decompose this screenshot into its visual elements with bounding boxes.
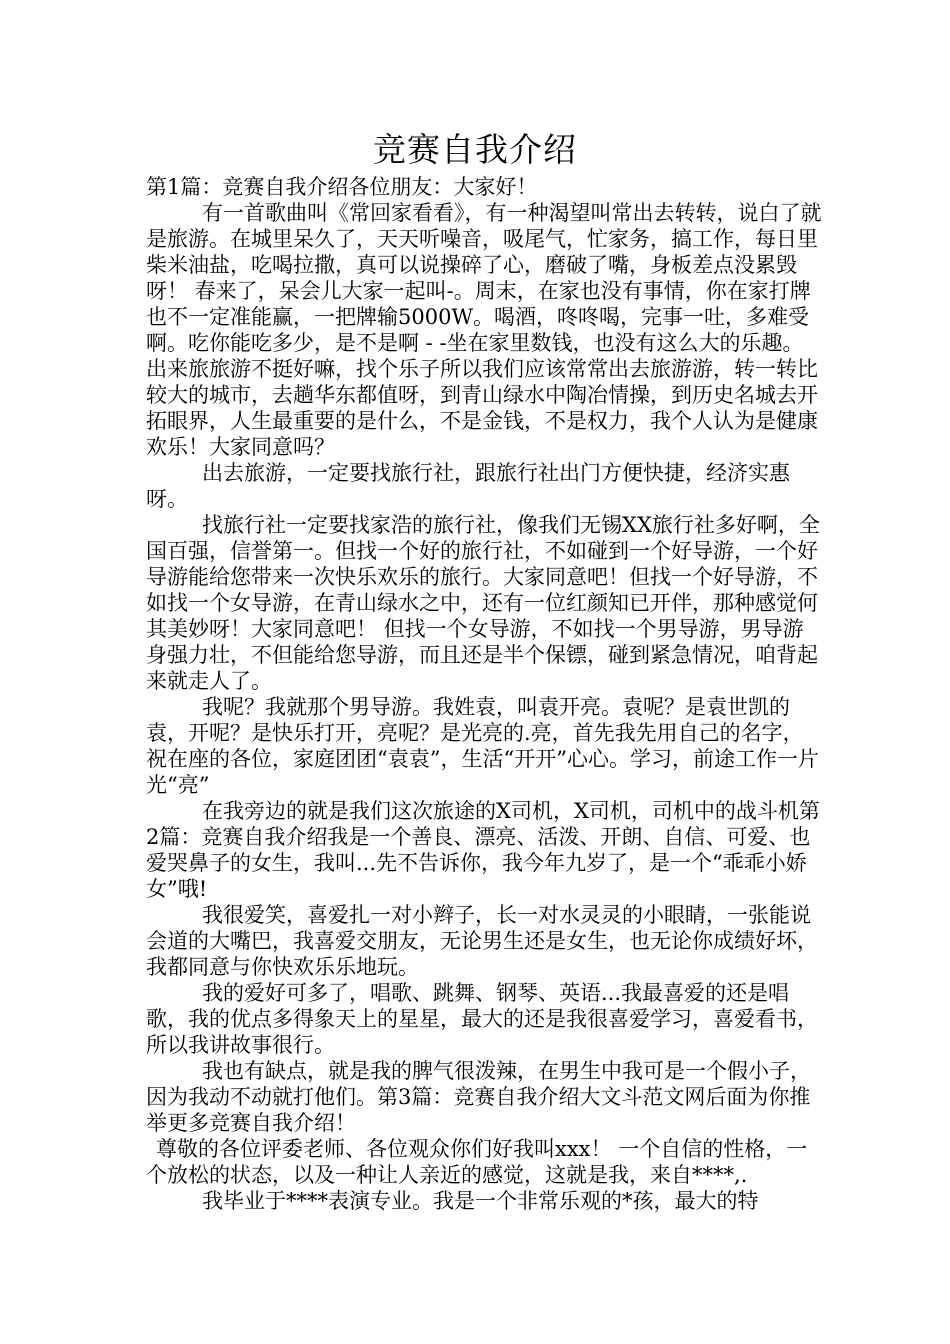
paragraph-1: 第1篇：竞赛自我介绍各位朋友：大家好！ bbox=[146, 175, 538, 199]
paragraph-7: 我很爱笑，喜爱扎一对小辫子，长一对水灵灵的小眼睛，一张能说会道的大嘴巴，我喜爱交朋友，无论男生还是女生，也无论你成绩好坏，我都同意与你快欢乐乐地玩。 bbox=[146, 903, 818, 979]
paragraph-3: 出去旅游，一定要找旅行社，跟旅行社出门方便快捷，经济实惠呀。 bbox=[146, 461, 790, 511]
paragraph-10: 尊敬的各位评委老师、各位观众你们好我叫xxx！ 一个自信的性格，一个放松的状态，以及一种让人亲近的感觉，这就是我，来自****,. bbox=[146, 1137, 808, 1187]
paragraph-2: 有一首歌曲叫《常回家看看》，有一种渴望叫常出去转转，说白了就是旅游。在城里呆久了，天天听噪音，吸尾气，忙家务，搞工作，每日里柴米油盐，吃喝拉撒，真可以说操碎了心，磨破了嘴，身板差点没累毁呀！ 春来了，呆会儿大家一起叫-。周末，在家也没有事情，你在家打牌也不一定准能赢，一把牌输5000W。喝酒，咚咚喝，完事一吐，多难受啊。吃你能吃多少，是不是啊 - -坐在家里数钱，也没有这么大的乐趣。出来旅旅游不挺好嘛，找个乐子所以我们应该常常出去旅游游，转一转比较大的城市，去趟华东都值呀，到青山绿水中陶冶情操，到历史名城去开拓眼界，人生最重要的是什么，不是金钱，不是权力，我个人认为是健康欢乐！大家同意吗？ bbox=[146, 201, 822, 459]
document-body bbox=[146, 174, 822, 1214]
paragraph-6: 在我旁边的就是我们这次旅途的X司机，X司机，司机中的战斗机第2篇：竞赛自我介绍我是一个善良、漂亮、活泼、开朗、自信、可爱、也爱哭鼻子的女生，我叫...先不告诉你，我今年九岁了，是一个“乖乖小娇女”哦! bbox=[146, 799, 820, 901]
paragraph-8: 我的爱好可多了，唱歌、跳舞、钢琴、英语...我最喜爱的还是唱歌，我的优点多得象天上的星星，最大的还是我很喜爱学习，喜爱看书，所以我讲故事很行。 bbox=[146, 981, 818, 1057]
paragraph-4: 找旅行社一定要找家浩的旅行社，像我们无锡XX旅行社多好啊，全国百强，信誉第一。但找一个好的旅行社，不如碰到一个好导游，一个好导游能给您带来一次快乐欢乐的旅行。大家同意吧！但找一个好导游，不如找一个女导游，在青山绿水之中，还有一位红颜知已开伴，那种感觉何其美妙呀！大家同意吧！ 但找一个女导游，不如找一个男导游，男导游身强力壮，不但能给您导游，而且还是半个保镖，碰到紧急情况，咱背起来就走人了。 bbox=[146, 513, 820, 693]
paragraph-5: 我呢？我就那个男导游。我姓袁，叫袁开亮。袁呢？是袁世凯的袁，开呢？是快乐打开，亮呢？是光亮的.亮，首先我先用自己的名字，祝在座的各位，家庭团团“袁袁”，生活“开开”心心。学习，前途工作一片光“亮” bbox=[146, 695, 819, 797]
paragraph-11: 我毕业于****表演专业。我是一个非常乐观的*孩，最大的特 bbox=[202, 1189, 759, 1213]
document-title: 竞赛自我介绍 bbox=[373, 130, 577, 169]
paragraph-9: 我也有缺点，就是我的脾气很泼辣，在男生中我可是一个假小子，因为我动不动就打他们。第3篇：竞赛自我介绍大文斗范文网后面为你推举更多竞赛自我介绍！ bbox=[146, 1059, 811, 1135]
